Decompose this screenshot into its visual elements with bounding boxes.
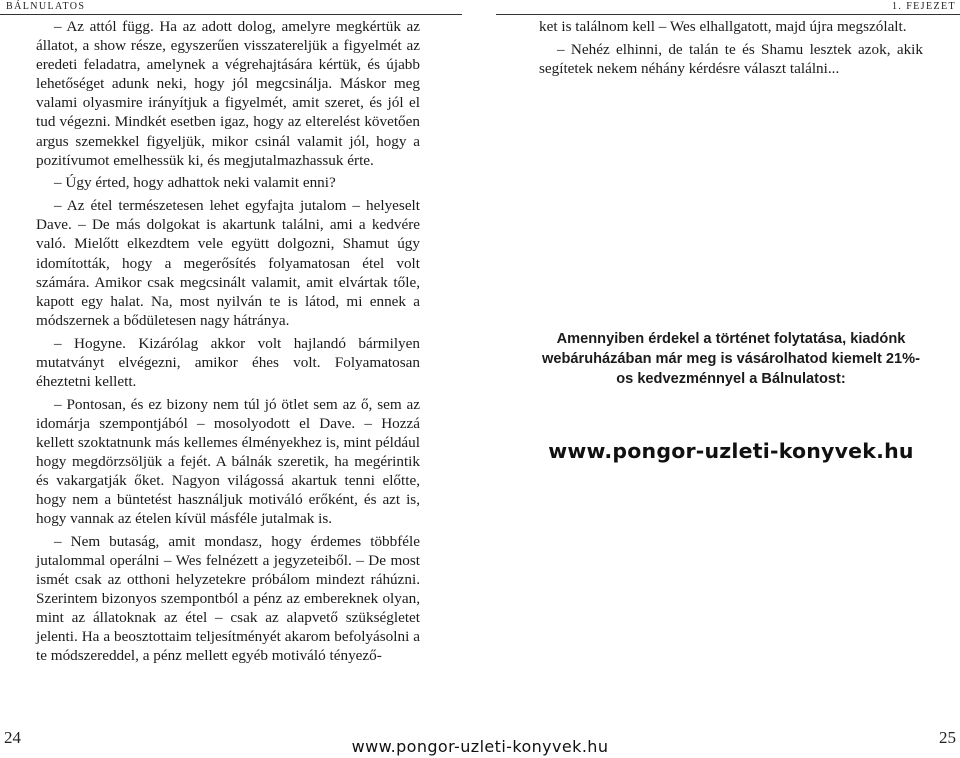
- page-number-right: 25: [939, 728, 956, 747]
- paragraph: – Úgy érted, hogy adhattok neki valamit enni?: [54, 174, 336, 192]
- paragraph: – Pontosan, és ez bizony nem túl jó ötlet sem az ő, sem az idomárja szempontjából – mosolyodott el Dave. – Hozzá kellett szoktatnunk más kellemes élményekhez is, mint például hogy megdörzsöljük a fejét. A bálnák szeretik, ha megérintik és vakargatják őket. Nagyon világossá akartuk tenni előtte, hogy nem a büntetést használjuk motiváló erőként, és azt is, hogy vannak az ételen kívül másféle jutalmak is.: [36, 395, 420, 528]
- running-head-right: 1. FEJEZET: [892, 1, 956, 12]
- promo-url-link[interactable]: www.pongor-uzleti-konyvek.hu: [548, 439, 914, 463]
- running-head-left: BÁLNULATOS: [6, 1, 86, 12]
- left-page-body: [36, 17, 420, 669]
- paragraph: – Nehéz elhinni, de talán te és Shamu lesztek azok, akik segítetek nekem néhány kérdésre választ találni...: [539, 40, 923, 77]
- header-rule-left: [0, 14, 462, 15]
- page-number-left: 24: [4, 728, 21, 747]
- header-rule-right: [496, 14, 960, 15]
- paragraph: – Nem butaság, amit mondasz, hogy érdemes többféle jutalommal operálni – Wes felnézett a jegyzeteiből. – De most ismét csak az otthoni helyzetekre próbálom mindezt ráhúzni. Szerintem bizonyos szempontból a pénz az embereknek olyan, mint az állatoknak az étel – csak az alapvető szükségletet jelenti. Ha a beosztottaim teljesítményét akarom befolyásolni a te módszereddel, a pénz mellett egyéb motiváló tényező-: [36, 532, 420, 665]
- promo-text: Amennyiben érdekel a történet folytatása, kiadónk webáruházában már meg is vásárolhatod kiemelt 21%-os kedvezménnyel a Bálnulatost:: [542, 331, 920, 387]
- continued-paragraph: ket is találnom kell – Wes elhallgatott, majd újra megszólalt.: [539, 18, 907, 35]
- paragraph: – Hogyne. Kizárólag akkor volt hajlandó bármilyen mutatványt elvégezni, amikor éhes volt. Folyamatosan éheztetni kellett.: [36, 334, 420, 390]
- paragraph: – Az étel természetesen lehet egyfajta jutalom – helyeselt Dave. – De más dolgokat is akartunk találni, ami a kedvére való. Mielőtt elkezdtem vele együtt dolgozni, Shamut úgy idomították, hogy a megerősítés folyamatosan étel volt számára. Amikor csak megcsinált valamit, amit elvártak tőle, kapott egy halat. Na, most nyilván te is látod, mi ennek a módszernek a bődületesen nagy hátránya.: [36, 197, 420, 329]
- paragraph: – Az attól függ. Ha az adott dolog, amelyre megkértük az állatot, a show része, egyszerűen visszatereljük a figyelmét az eredeti feladatra, amelynek a végrehajtására kértük, és újabb lehetőséget adunk neki, hogy jól megcsinálja. Máskor meg valami olyasmire irányítjuk a figyelmét, amit szeret, és jól el tud végezni. Mindkét esetben igaz, hogy az elterelést követően argus szemekkel figyeljük, mikor csinál valamit jól, hogy a pozitívumot emelhessük ki, és megjutalmazhassuk érte.: [36, 18, 420, 169]
- footer-url-link[interactable]: www.pongor-uzleti-konyvek.hu: [351, 737, 609, 756]
- right-page-body: [539, 17, 923, 82]
